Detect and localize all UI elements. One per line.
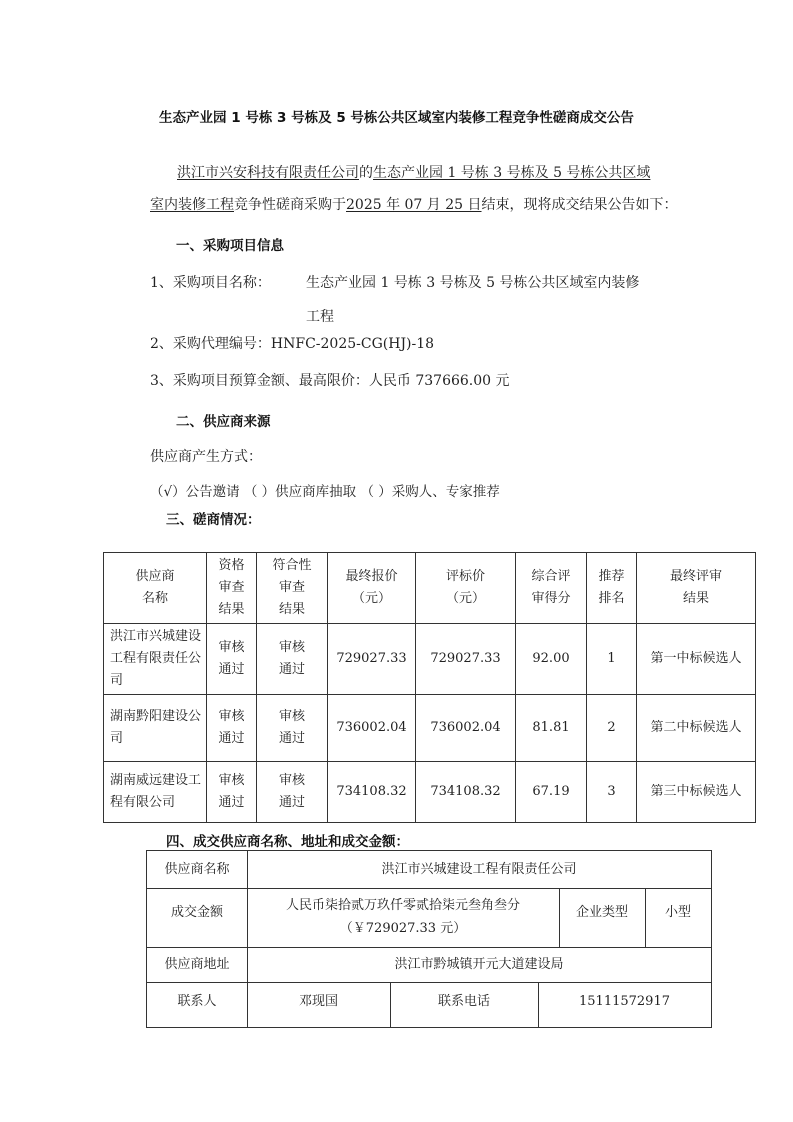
qualification-cell: 审核 通过	[207, 762, 257, 823]
contact-value: 邓现国	[298, 994, 338, 1009]
compliance-cell: 审核 通过	[257, 762, 328, 823]
rank-cell: 2	[587, 695, 637, 762]
item3-budget: 3、采购项目预算金额、最高限价：人民币 737666.00 元	[150, 373, 510, 389]
eval-price-cell: 729027.33	[416, 624, 516, 695]
bid-results-table	[103, 552, 756, 823]
award-amount-words: 人民币柒拾贰万玖仟零贰拾柒元叁角叁分	[285, 898, 520, 913]
table-row	[104, 624, 756, 695]
section3-heading: 三、磋商情况：	[166, 512, 261, 528]
award-amount-number: （￥729027.33 元）	[339, 921, 467, 936]
award-amount-value	[247, 889, 559, 947]
end-date: 2025 年 07 月 25 日	[346, 197, 482, 213]
project-name-inline: 生态产业园 1 号栋 3 号栋及 5 号栋公共区域	[373, 165, 651, 181]
final-price-cell: 729027.33	[328, 624, 416, 695]
project-name-inline-cont: 室内装修工程	[150, 197, 234, 213]
final-price-cell: 734108.32	[328, 762, 416, 823]
table-header-row	[104, 553, 756, 624]
section1-heading: 一、采购项目信息	[176, 238, 284, 254]
result-cell: 第三中标候选人	[637, 762, 756, 823]
item2-agency-code: 2、采购代理编号：HNFC-2025-CG(HJ)-18	[150, 336, 435, 352]
supplier-cell: 洪江市兴城建设工程有限责任公司	[104, 624, 207, 695]
score-cell: 67.19	[516, 762, 587, 823]
enterprise-type-label: 企业类型	[575, 905, 628, 920]
score-cell: 81.81	[516, 695, 587, 762]
item1-value-cont: 工程	[306, 309, 334, 325]
rank-cell: 3	[587, 762, 637, 823]
award-name-label: 供应商名称	[164, 862, 230, 877]
supplier-cell: 湖南黔阳建设公司	[104, 695, 207, 762]
eval-price-cell: 734108.32	[416, 762, 516, 823]
header-qualification: 资格 审查 结果	[207, 553, 257, 624]
header-rank: 推荐 排名	[587, 553, 637, 624]
phone-label: 联系电话	[437, 994, 490, 1009]
header-compliance: 符合性 审查 结果	[257, 553, 328, 624]
contact-label: 联系人	[177, 994, 217, 1009]
award-address-value: 洪江市黔城镇开元大道建设局	[394, 957, 564, 972]
header-score: 综合评 审得分	[516, 553, 587, 624]
compliance-cell: 审核 通过	[257, 624, 328, 695]
item1-label: 1、采购项目名称：	[150, 275, 271, 291]
intro-mid: 竞争性磋商采购于	[234, 197, 346, 213]
table-row	[104, 762, 756, 823]
intro-line-2	[150, 194, 678, 214]
award-address-label: 供应商地址	[164, 957, 230, 972]
supplier-cell: 湖南威远建设工程有限公司	[104, 762, 207, 823]
header-result: 最终评审 结果	[637, 553, 756, 624]
section4-heading: 四、成交供应商名称、地址和成交金额：	[166, 834, 409, 850]
rank-cell: 1	[587, 624, 637, 695]
document-title: 生态产业园 1 号栋 3 号栋及 5 号栋公共区域室内装修工程竞争性磋商成交公告	[159, 110, 634, 126]
eval-price-cell: 736002.04	[416, 695, 516, 762]
intro-line-1	[177, 162, 650, 182]
compliance-cell: 审核 通过	[257, 695, 328, 762]
award-row-amount	[146, 888, 712, 947]
intro-tail: 结束，现将成交结果公告如下：	[481, 197, 678, 213]
supplier-method-label: 供应商产生方式：	[150, 449, 262, 465]
header-eval-price: 评标价 （元）	[416, 553, 516, 624]
final-price-cell: 736002.04	[328, 695, 416, 762]
score-cell: 92.00	[516, 624, 587, 695]
purchaser-name: 洪江市兴安科技有限责任公司	[177, 165, 359, 181]
award-row-address	[146, 947, 712, 982]
award-name-value: 洪江市兴城建设工程有限责任公司	[381, 862, 577, 877]
award-table	[146, 850, 712, 1028]
header-supplier: 供应商 名称	[104, 553, 207, 624]
award-row-name	[146, 850, 712, 888]
item1-value: 生态产业园 1 号栋 3 号栋及 5 号栋公共区域室内装修	[306, 275, 640, 291]
award-amount-label: 成交金额	[170, 905, 223, 920]
supplier-method-options: （√）公告邀请 （ ）供应商库抽取 （ ）采购人、专家推荐	[150, 484, 500, 500]
table-row	[104, 695, 756, 762]
qualification-cell: 审核 通过	[207, 695, 257, 762]
section2-heading: 二、供应商来源	[176, 414, 271, 430]
result-cell: 第一中标候选人	[637, 624, 756, 695]
result-cell: 第二中标候选人	[637, 695, 756, 762]
qualification-cell: 审核 通过	[207, 624, 257, 695]
header-final-price: 最终报价 （元）	[328, 553, 416, 624]
enterprise-type-value: 小型	[664, 905, 691, 920]
intro-de: 的	[359, 165, 373, 181]
award-row-contact	[146, 982, 712, 1028]
phone-value: 15111572917	[579, 994, 670, 1009]
